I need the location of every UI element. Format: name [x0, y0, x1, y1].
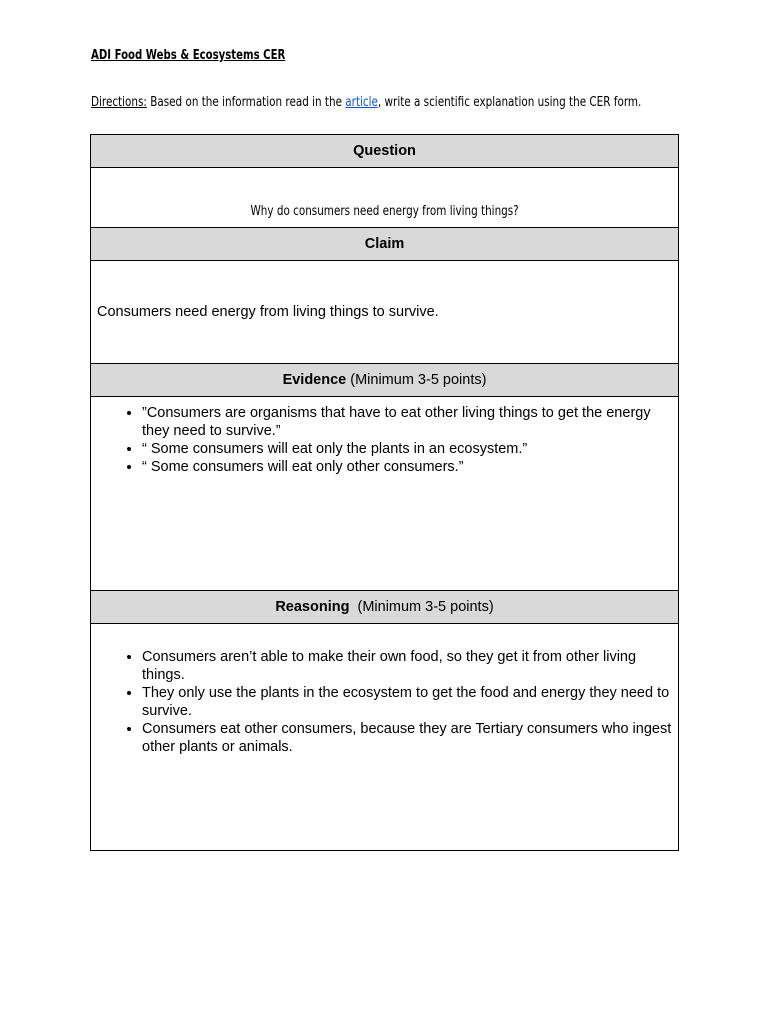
question-text: Why do consumers need energy from living things?	[250, 204, 519, 219]
evidence-item: • “ Some consumers will eat only other consumers.”	[142, 458, 672, 476]
reasoning-item: • Consumers aren’t able to make their own food, so they get it from other living things.	[142, 648, 672, 684]
directions-line	[91, 95, 641, 110]
reasoning-item: • They only use the plants in the ecosystem to get the food and energy they need to survive.	[142, 684, 672, 720]
claim-header-cell	[91, 228, 679, 261]
directions-text-after-link: , write a scientific explanation using the CER form.	[377, 95, 642, 110]
reasoning-header-note: (Minimum 3-5 points)	[349, 599, 494, 615]
reasoning-item: • Consumers eat other consumers, because they are Tertiary consumers who ingest other plants or animals.	[142, 720, 672, 756]
directions-text-before-link: Based on the information read in the	[146, 95, 346, 110]
reasoning-list	[91, 624, 678, 756]
evidence-header: Evidence	[282, 372, 347, 388]
evidence-cell[interactable]	[91, 397, 679, 591]
evidence-header-note: (Minimum 3-5 points)	[346, 372, 487, 388]
directions-label: Directions:	[91, 95, 147, 110]
claim-text: Consumers need energy from living things to survive.	[97, 304, 439, 320]
question-header: Question	[353, 143, 416, 159]
evidence-list	[91, 397, 678, 476]
reasoning-header: Reasoning	[275, 599, 350, 615]
claim-header: Claim	[364, 236, 405, 252]
article-link[interactable]: article	[345, 95, 378, 110]
evidence-header-cell	[91, 364, 679, 397]
evidence-item: • “ Some consumers will eat only the plants in an ecosystem.”	[142, 440, 672, 458]
page-title: ADI Food Webs & Ecosystems CER	[91, 48, 286, 63]
evidence-item: • ”Consumers are organisms that have to eat other living things to get the energy they need to survive.”	[142, 404, 672, 440]
reasoning-cell[interactable]	[91, 624, 679, 851]
claim-cell[interactable]	[91, 261, 679, 364]
cer-table	[90, 134, 679, 851]
question-cell[interactable]	[91, 168, 679, 228]
reasoning-header-cell	[91, 591, 679, 624]
question-header-cell	[91, 135, 679, 168]
